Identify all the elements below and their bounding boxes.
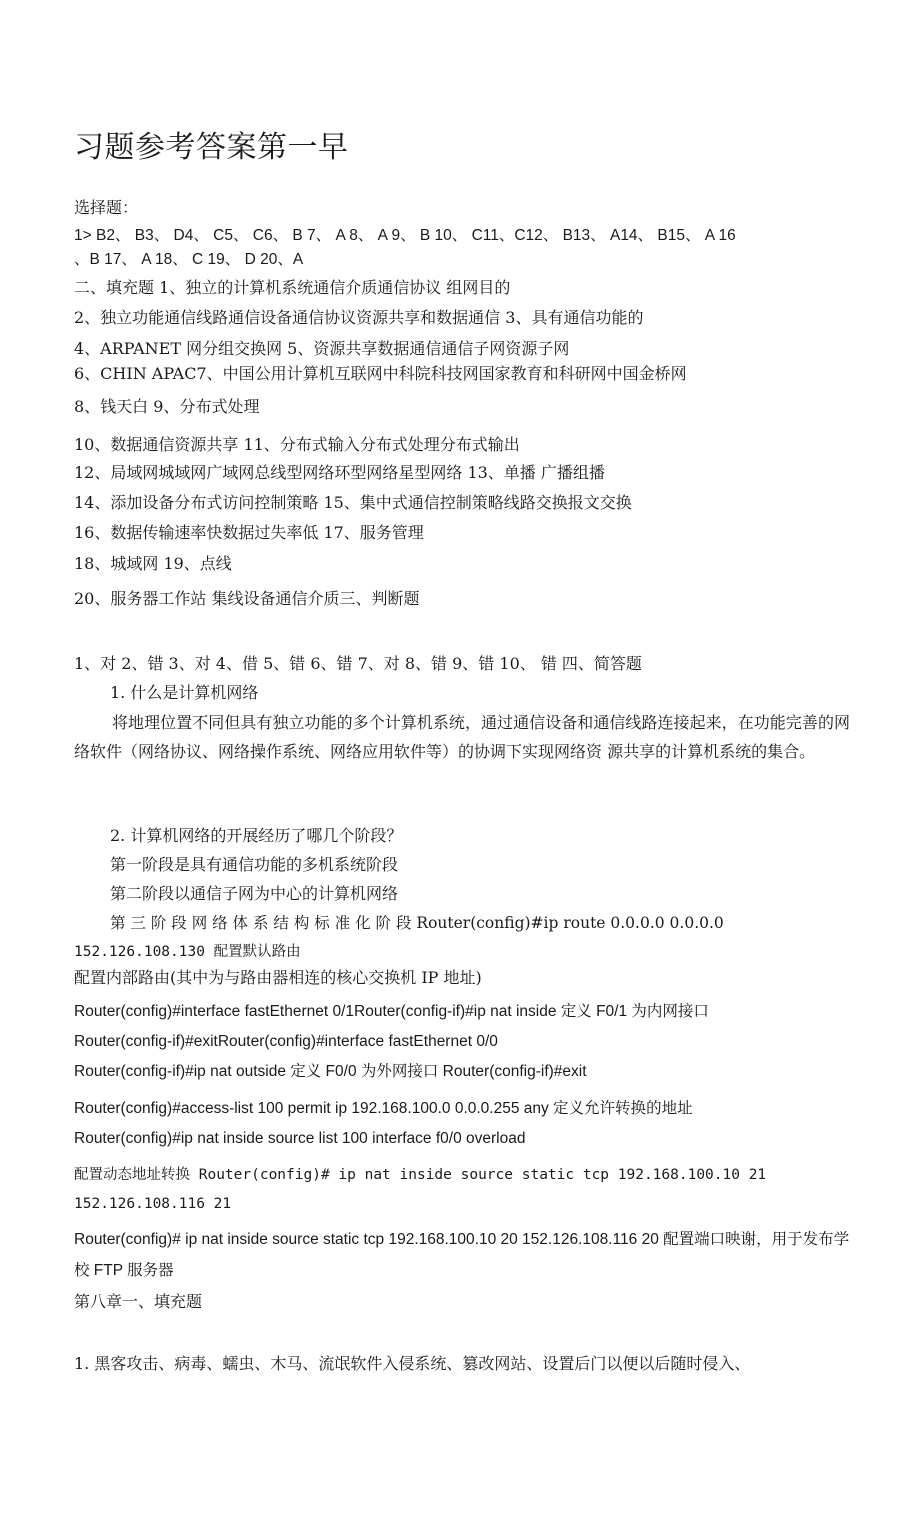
question-2-stage-3: 第 三 阶 段 网 络 体 系 结 构 标 准 化 阶 段 Router(config)#ip route 0.0.0.0 0.0.0.0	[110, 914, 724, 932]
question-2-heading: 2. 计算机网络的开展经历了哪几个阶段？	[110, 826, 403, 845]
config-default-route: 152.126.108.130 配置默认路由	[74, 944, 301, 960]
chapter-8-answer-1: 1. 黑客攻击、病毒、蠕虫、木马、流氓软件入侵系统、篡改网站、设置后门以便以后随时侵入、	[74, 1354, 751, 1373]
section-heading-choice: 选择题：	[74, 198, 139, 217]
config-line-7: 152.126.108.116 21	[74, 1196, 232, 1212]
question-1-heading: 1. 什么是计算机网络	[110, 683, 259, 702]
answer-line-fill-20: 20、服务器工作站 集线设备通信介质三、判断题	[74, 589, 420, 608]
question-1-answer: 将地理位置不同但具有独立功能的多个计算机系统，通过通信设备和通信线路连接起来，在功能完善的网络软件（网络协议、网络操作系统、网络应用软件等）的协调下实现网络资 源共享的计算机系统的集合。	[74, 713, 850, 761]
answer-line-fill-2: 2、独立功能通信线路通信设备通信协议资源共享和数据通信 3、具有通信功能的	[74, 308, 644, 327]
config-line-5: Router(config)#ip nat inside source list 100 interface f0/0 overload	[74, 1130, 526, 1147]
question-2-stage-2: 第二阶段以通信子网为中心的计算机网络	[110, 884, 399, 903]
config-inner-route-heading: 配置内部路由(其中为与路由器相连的核心交换机 IP 地址)	[74, 968, 482, 987]
answer-line-fill-16: 16、数据传输速率快数据过失率低 17、服务管理	[74, 523, 424, 542]
config-line-8: Router(config)# ip nat inside source static tcp 192.168.100.10 20 152.126.108.116 20 配置端口映谢，用于发布学校 FTP 服务器	[74, 1231, 850, 1279]
answer-line-judge: 1、对 2、错 3、对 4、借 5、错 6、错 7、对 8、错 9、错 10、 错 四、简答题	[74, 654, 642, 673]
config-line-1: Router(config)#interface fastEthernet 0/1Router(config-if)#ip nat inside 定义 F0/1 为内网接口	[74, 1003, 709, 1020]
answer-line-fill-8: 8、钱天白 9、分布式处理	[74, 397, 260, 416]
answer-line-fill-12: 12、局域网城域网广域网总线型网络环型网络星型网络 13、单播 广播组播	[74, 463, 605, 482]
answer-line-fill-14: 14、添加设备分布式访问控制策略 15、集中式通信控制策略线路交换报文交换	[74, 493, 632, 512]
question-2-stage-1: 第一阶段是具有通信功能的多机系统阶段	[110, 855, 399, 874]
config-line-6: 配置动态地址转换 Router(config)# ip nat inside source static tcp 192.168.100.10 21	[74, 1167, 767, 1183]
answer-line-fill-18: 18、城域网 19、点线	[74, 554, 232, 573]
chapter-8-heading: 第八章一、填充题	[74, 1292, 203, 1311]
config-line-4: Router(config)#access-list 100 permit ip 192.168.100.0 0.0.0.255 any 定义允许转换的地址	[74, 1100, 693, 1117]
config-line-2: Router(config-if)#exitRouter(config)#interface fastEthernet 0/0	[74, 1033, 498, 1050]
answer-line-choice-1: 1> B2、 B3、 D4、 C5、 C6、 B 7、 A 8、 A 9、 B 10、 C11、C12、 B13、 A14、 B15、 A 16	[74, 227, 736, 244]
answer-line-fill-4: 4、ARPANET 网分组交换网 5、资源共享数据通信通信子网资源子网	[74, 339, 570, 358]
answer-line-fill-1: 二、填充题 1、独立的计算机系统通信介质通信协议 组网目的	[74, 278, 511, 297]
answer-line-choice-2: 、B 17、 A 18、 C 19、 D 20、A	[74, 251, 304, 268]
answer-line-fill-6: 6、CHIN APAC7、中国公用计算机互联网中科院科技网国家教育和科研网中国金桥网	[74, 364, 687, 383]
config-line-3: Router(config-if)#ip nat outside 定义 F0/0 为外网接口 Router(config-if)#exit	[74, 1063, 587, 1080]
answer-line-fill-10: 10、数据通信资源共享 11、分布式输入分布式处理分布式输出	[74, 435, 520, 454]
page-title: 习题参考答案第一早	[74, 130, 349, 165]
